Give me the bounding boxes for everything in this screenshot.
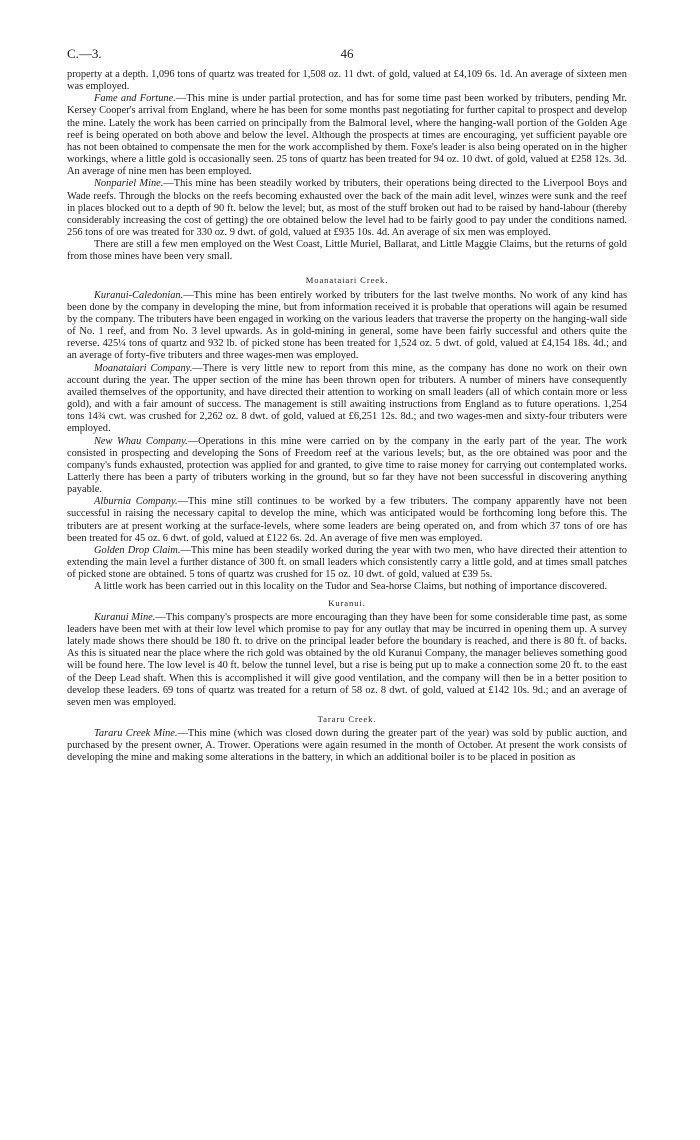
opening-paragraph: property at a depth. 1,096 tons of quartz was treated for 1,508 oz. 11 dwt. of gold, valued at £4,109 6s. 1d. An average of sixteen men was employed.	[67, 69, 627, 93]
mine-text: —This mine has been steadily worked during the year with two men, who have directed their attention to extending the main level a further distance of 300 ft. on small leaders which consistently carry a little gold, and at times small patches of picked stone are obtained. 5 tons of quartz was crushed for 15 oz. 10 dwt. of gold, valued at £39 5s.	[67, 544, 627, 581]
mine-text: —This mine still continues to be worked by a few tributers. The company apparently have not been successful in raising the necessary capital to develop the mine, which was anticipated would be forthcoming long before this. The tributers are at present working at the surface-levels, where some leaders are being operated on, and from which 37 tons of ore has been treated for 45 oz. 6 dwt. of gold, valued at £122 6s. 2d. An average of five men was employed.	[67, 496, 627, 544]
mine-name: Tararu Creek Mine.	[94, 728, 178, 740]
mine-name: Alburnia Company.	[94, 496, 178, 508]
mine-text: —This mine has been steadily worked by tributers, their operations being directed to the Liverpool Boys and Wade reefs. Through the blocks on the reefs becoming exhausted over the back of the main adit level, winzes were sunk and the reef in places blocked out to a depth of 90 ft. below the level; but, as most of the stuff broken out had to be raised by hand-labour (thereby considerably increasing the cost of getting) the ore obtained below the level had to be fairly good to pay under the conditions named. 256 tons of ore was treated for 330 oz. 9 dwt. of gold, valued at £935 10s. 4d. An average of six men was employed.	[67, 178, 628, 239]
mine-paragraph	[67, 290, 627, 363]
locality-note: A little work has been carried out in this locality on the Tudor and Sea-horse Claims, but nothing of importance discovered.	[94, 581, 608, 593]
mine-name: New Whau Company.	[94, 435, 188, 447]
mine-text: —There is very little new to report from this mine, as the company has done no work on their own account during the year. The upper section of the mine has been thrown open for tributers. A number of miners have consequently availed themselves of the opportunity, and have directed their attention to working on small leaders (all of which contain more or less gold), and with a fair amount of success. The management is still awaiting instructions from England as to future operations. 1,254 tons 14¾ cwt. was crushed for 2,262 oz. 8 dwt. of gold, valued at £6,251 12s. 8d.; and two wages-men and sixty-four tributers were employed.	[67, 362, 627, 435]
mine-name: Fame and Fortune.	[94, 93, 176, 105]
mine-name: Golden Drop Claim.	[94, 544, 181, 556]
section-heading-kuranui: Kuranui.	[328, 597, 366, 608]
mine-text: —This company's prospects are more encouraging than they have been for some considerable time past, as some leaders have been met with at their low level which promise to pay for any outlay that may be incurred in opening them up. A survey lately made shows there should be 180 ft. to drive on the principal leader before the boundary is reached, and there is 80 ft. of backs. As this is situated near the place where the rich gold was obtained by the old Kuranui Company, the manager believes something good will be found here. The low level is 40 ft. below the tunnel level, but a rise is being put up to make a connection some 20 ft. to the east of the Deep Lead shaft. When this is accomplished it will give good ventilation, and the company will then be in a better position to develop these leaders. 69 tons of quartz was treated for a return of 58 oz. 8 dwt. of gold, valued at £142 10s. 9d.; and an average of seven men was employed.	[67, 611, 628, 708]
mine-paragraph	[67, 436, 627, 497]
page-number: 46	[340, 46, 354, 61]
mine-paragraph	[67, 93, 627, 178]
mine-name: Nonpariel Mine.	[94, 178, 164, 190]
locality-note: There are still a few men employed on the West Coast, Little Muriel, Ballarat, and Little Maggie Claims, but the returns of gold from those mines have been very small.	[67, 239, 627, 263]
mine-name: Moanataiari Company.	[94, 362, 193, 374]
document-body	[67, 69, 627, 765]
section-heading-moanataiari: Moanataiari Creek.	[305, 274, 389, 285]
mine-name: Kuranui-Caledonian.	[94, 289, 184, 301]
mine-paragraph	[67, 178, 627, 239]
mine-paragraph	[67, 612, 627, 709]
mine-text: —This mine is under partial protection, and has for some time past been worked by tributers, pending Mr. Kersey Cooper's arrival from England, where he has been for some months past negotiating for further capital to prospect and develop the mine. Lately the work has been carried on principally from the Balmoral level, where the hanging-wall portion of the Golden Age reef is being operated on both above and below the level. Although the prospects at times are encouraging, yet sufficient payable ore has not been obtained to compensate the men for the work accomplished by them. Foxe's leader is also being operated on in the higher workings, where a little gold is occasionally seen. 25 tons of quartz has been treated for 94 oz. 10 dwt. of gold, valued at £258 12s. 3d. An average of nine men has been employed.	[67, 93, 627, 178]
mine-text: —This mine has been entirely worked by tributers for the last twelve months. No work of any kind has been done by the company in developing the mine, but from information received it is probable that operations will again be resumed by the company. The tributers have been engaged in working on the various leaders that traverse the property on the hanging-wall side of No. 1 reef, and from No. 3 level upwards. As in gold-mining in general, some have been fairly successful and others quite the reverse. 425¼ tons of quartz and 932 lb. of picked stone has been treated for 1,524 oz. 5 dwt. of gold, valued at £4,154 18s. 4d.; and an average of forty-five tributers and three wages-men was employed.	[67, 289, 627, 362]
section-heading-tararu: Tararu Creek.	[317, 713, 377, 724]
mine-paragraph	[67, 496, 627, 545]
paper-reference: C.—3.	[67, 46, 102, 61]
document-page	[67, 46, 627, 765]
mine-text: —Operations in this mine were carried on by the company in the early part of the year. The work consisted in prospecting and developing the Sons of Freedom reef at the various levels; but, as the ore obtained was poor and the company's funds exhausted, protection was applied for and granted, to give time to raise money for carrying out contemplated works. Latterly there has been a party of tributers working in the ground, but so far they have not been successful in discovering anything payable.	[67, 435, 628, 496]
mine-paragraph	[67, 363, 627, 436]
mine-text: —This mine (which was closed down during the greater part of the year) was sold by public auction, and purchased by the present owner, A. Trower. Operations were again resumed in the month of October. At present the work consists of developing the mine and making some alterations in the battery, in which an additional boiler is to be placed in position as	[67, 728, 627, 764]
mine-paragraph	[67, 545, 627, 581]
mine-paragraph	[67, 728, 627, 764]
mine-name: Kuranui Mine.	[94, 611, 156, 623]
page-header	[67, 46, 627, 62]
